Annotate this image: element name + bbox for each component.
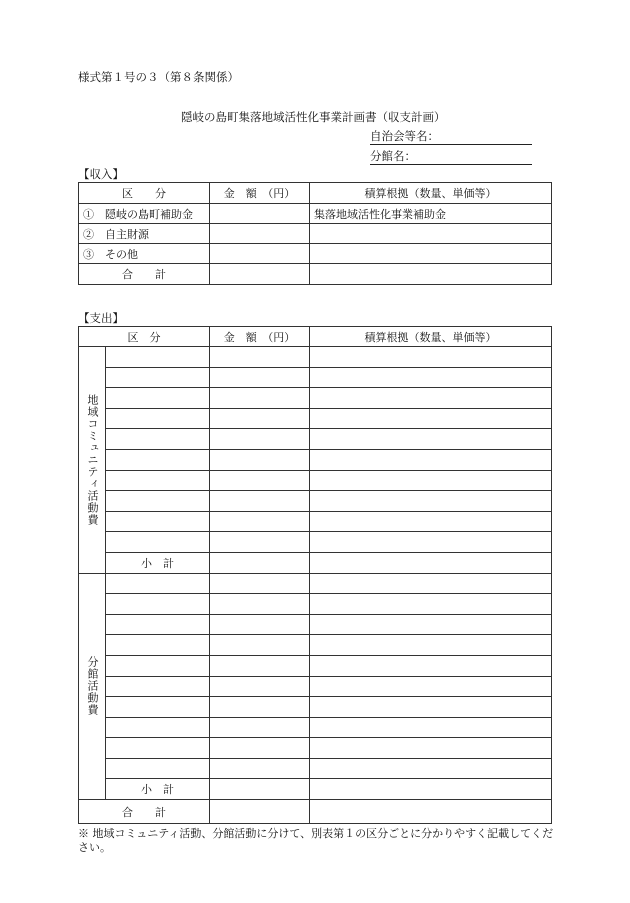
expense-total-basis[interactable] — [310, 800, 552, 824]
expense-amount-cell[interactable] — [210, 347, 310, 368]
income-row-label: ① 隠岐の島町補助金 — [79, 204, 210, 224]
table-row — [79, 388, 552, 409]
income-basis-cell[interactable]: 集落地域活性化事業補助金 — [310, 204, 552, 224]
expense-amount-cell[interactable] — [210, 573, 310, 594]
income-heading: 【収入】 — [78, 167, 124, 181]
expense-total-amount[interactable] — [210, 800, 310, 824]
expense-amount-cell[interactable] — [210, 429, 310, 450]
expense-amount-cell[interactable] — [210, 738, 310, 759]
income-amount-cell[interactable] — [210, 204, 310, 224]
expense-basis-cell[interactable] — [310, 635, 552, 656]
expense-category-cell[interactable] — [106, 408, 210, 429]
expense-basis-cell[interactable] — [310, 738, 552, 759]
table-row — [79, 635, 552, 656]
subtotal-amount[interactable] — [210, 552, 310, 573]
expense-amount-cell[interactable] — [210, 655, 310, 676]
expense-category-cell[interactable] — [106, 573, 210, 594]
expense-amount-cell[interactable] — [210, 408, 310, 429]
expense-category-cell[interactable] — [106, 367, 210, 388]
table-row — [79, 511, 552, 532]
expense-basis-cell[interactable] — [310, 758, 552, 779]
income-basis-cell[interactable] — [310, 224, 552, 244]
table-row — [79, 491, 552, 512]
subtotal-row — [79, 552, 552, 573]
income-row-label: ② 自主財源 — [79, 224, 210, 244]
table-row — [79, 449, 552, 470]
expense-basis-cell[interactable] — [310, 676, 552, 697]
income-col-basis: 積算根拠（数量、単価等） — [310, 183, 552, 204]
expense-basis-cell[interactable] — [310, 388, 552, 409]
expense-basis-cell[interactable] — [310, 532, 552, 553]
expense-amount-cell[interactable] — [210, 449, 310, 470]
expense-basis-cell[interactable] — [310, 491, 552, 512]
table-row — [79, 717, 552, 738]
expense-amount-cell[interactable] — [210, 635, 310, 656]
expense-amount-cell[interactable] — [210, 676, 310, 697]
expense-col-basis: 積算根拠（数量、単価等） — [310, 327, 552, 347]
org-name-label: 自治会等名： — [370, 128, 532, 145]
income-row-label: ③ その他 — [79, 244, 210, 264]
subtotal-row — [79, 779, 552, 800]
expense-amount-cell[interactable] — [210, 388, 310, 409]
expense-basis-cell[interactable] — [310, 655, 552, 676]
expense-category-cell[interactable] — [106, 697, 210, 718]
expense-basis-cell[interactable] — [310, 449, 552, 470]
table-row — [79, 408, 552, 429]
form-number: 様式第１号の３（第８条関係） — [78, 70, 239, 84]
expense-header-row — [79, 327, 552, 347]
expense-category-cell[interactable] — [106, 655, 210, 676]
table-row — [79, 738, 552, 759]
table-row — [79, 758, 552, 779]
income-total-label: 合 計 — [79, 264, 210, 285]
expense-category-cell[interactable] — [106, 532, 210, 553]
table-row — [79, 204, 552, 224]
table-row — [79, 594, 552, 615]
expense-total-row — [79, 800, 552, 824]
expense-category-cell[interactable] — [106, 347, 210, 368]
expense-basis-cell[interactable] — [310, 429, 552, 450]
expense-category-cell[interactable] — [106, 614, 210, 635]
expense-amount-cell[interactable] — [210, 470, 310, 491]
branch-name-line — [370, 148, 532, 165]
expense-basis-cell[interactable] — [310, 347, 552, 368]
subtotal-basis[interactable] — [310, 779, 552, 800]
expense-amount-cell[interactable] — [210, 717, 310, 738]
subtotal-basis[interactable] — [310, 552, 552, 573]
branch-activity-group-label: 分館活動費 — [79, 573, 106, 800]
expense-amount-cell[interactable] — [210, 697, 310, 718]
expense-category-cell[interactable] — [106, 717, 210, 738]
table-row — [79, 655, 552, 676]
expense-basis-cell[interactable] — [310, 470, 552, 491]
org-name-line — [370, 128, 532, 145]
expense-amount-cell[interactable] — [210, 511, 310, 532]
table-row — [79, 429, 552, 450]
subtotal-label: 小 計 — [106, 552, 210, 573]
income-total-basis[interactable] — [310, 264, 552, 285]
expense-heading: 【支出】 — [78, 311, 124, 325]
expense-amount-cell[interactable] — [210, 758, 310, 779]
table-row — [79, 697, 552, 718]
expense-category-cell[interactable] — [106, 738, 210, 759]
expense-category-cell[interactable] — [106, 388, 210, 409]
table-row — [79, 347, 552, 368]
table-row — [79, 532, 552, 553]
income-header-row — [79, 183, 552, 204]
expense-amount-cell[interactable] — [210, 491, 310, 512]
expense-basis-cell[interactable] — [310, 408, 552, 429]
expense-category-cell[interactable] — [106, 449, 210, 470]
table-row — [79, 676, 552, 697]
income-col-amount: 金 額 （円） — [210, 183, 310, 204]
income-col-category: 区 分 — [79, 183, 210, 204]
expense-basis-cell[interactable] — [310, 697, 552, 718]
expense-basis-cell[interactable] — [310, 511, 552, 532]
expense-category-cell[interactable] — [106, 511, 210, 532]
expense-col-amount: 金 額 （円） — [210, 327, 310, 347]
expense-basis-cell[interactable] — [310, 367, 552, 388]
footnote: ※ 地域コミュニティ活動、分館活動に分けて、別表第１の区分ごとに分かりやすく記載してください。 — [78, 827, 554, 854]
expense-category-cell[interactable] — [106, 429, 210, 450]
table-row — [79, 573, 552, 594]
expense-amount-cell[interactable] — [210, 594, 310, 615]
table-row — [79, 224, 552, 244]
community-activity-group-label: 地域コミュニティ活動費 — [79, 347, 106, 574]
expense-category-cell[interactable] — [106, 470, 210, 491]
table-row — [79, 614, 552, 635]
table-row — [79, 470, 552, 491]
expense-basis-cell[interactable] — [310, 717, 552, 738]
page-title: 隠岐の島町集落地域活性化事業計画書（収支計画） — [181, 110, 446, 124]
expense-category-cell[interactable] — [106, 676, 210, 697]
expense-basis-cell[interactable] — [310, 614, 552, 635]
table-row — [79, 244, 552, 264]
expense-amount-cell[interactable] — [210, 532, 310, 553]
subtotal-label: 小 計 — [106, 779, 210, 800]
expense-total-label: 合 計 — [79, 800, 210, 824]
expense-table — [78, 326, 552, 824]
income-total-amount[interactable] — [210, 264, 310, 285]
expense-amount-cell[interactable] — [210, 367, 310, 388]
income-table — [78, 182, 552, 285]
expense-amount-cell[interactable] — [210, 614, 310, 635]
income-amount-cell[interactable] — [210, 224, 310, 244]
expense-basis-cell[interactable] — [310, 573, 552, 594]
expense-category-cell[interactable] — [106, 635, 210, 656]
income-total-row — [79, 264, 552, 285]
branch-name-label: 分館名： — [370, 148, 532, 165]
expense-category-cell[interactable] — [106, 594, 210, 615]
expense-category-cell[interactable] — [106, 758, 210, 779]
expense-col-category: 区 分 — [79, 327, 210, 347]
subtotal-amount[interactable] — [210, 779, 310, 800]
table-row — [79, 367, 552, 388]
income-amount-cell[interactable] — [210, 244, 310, 264]
expense-category-cell[interactable] — [106, 491, 210, 512]
expense-basis-cell[interactable] — [310, 594, 552, 615]
income-basis-cell[interactable] — [310, 244, 552, 264]
